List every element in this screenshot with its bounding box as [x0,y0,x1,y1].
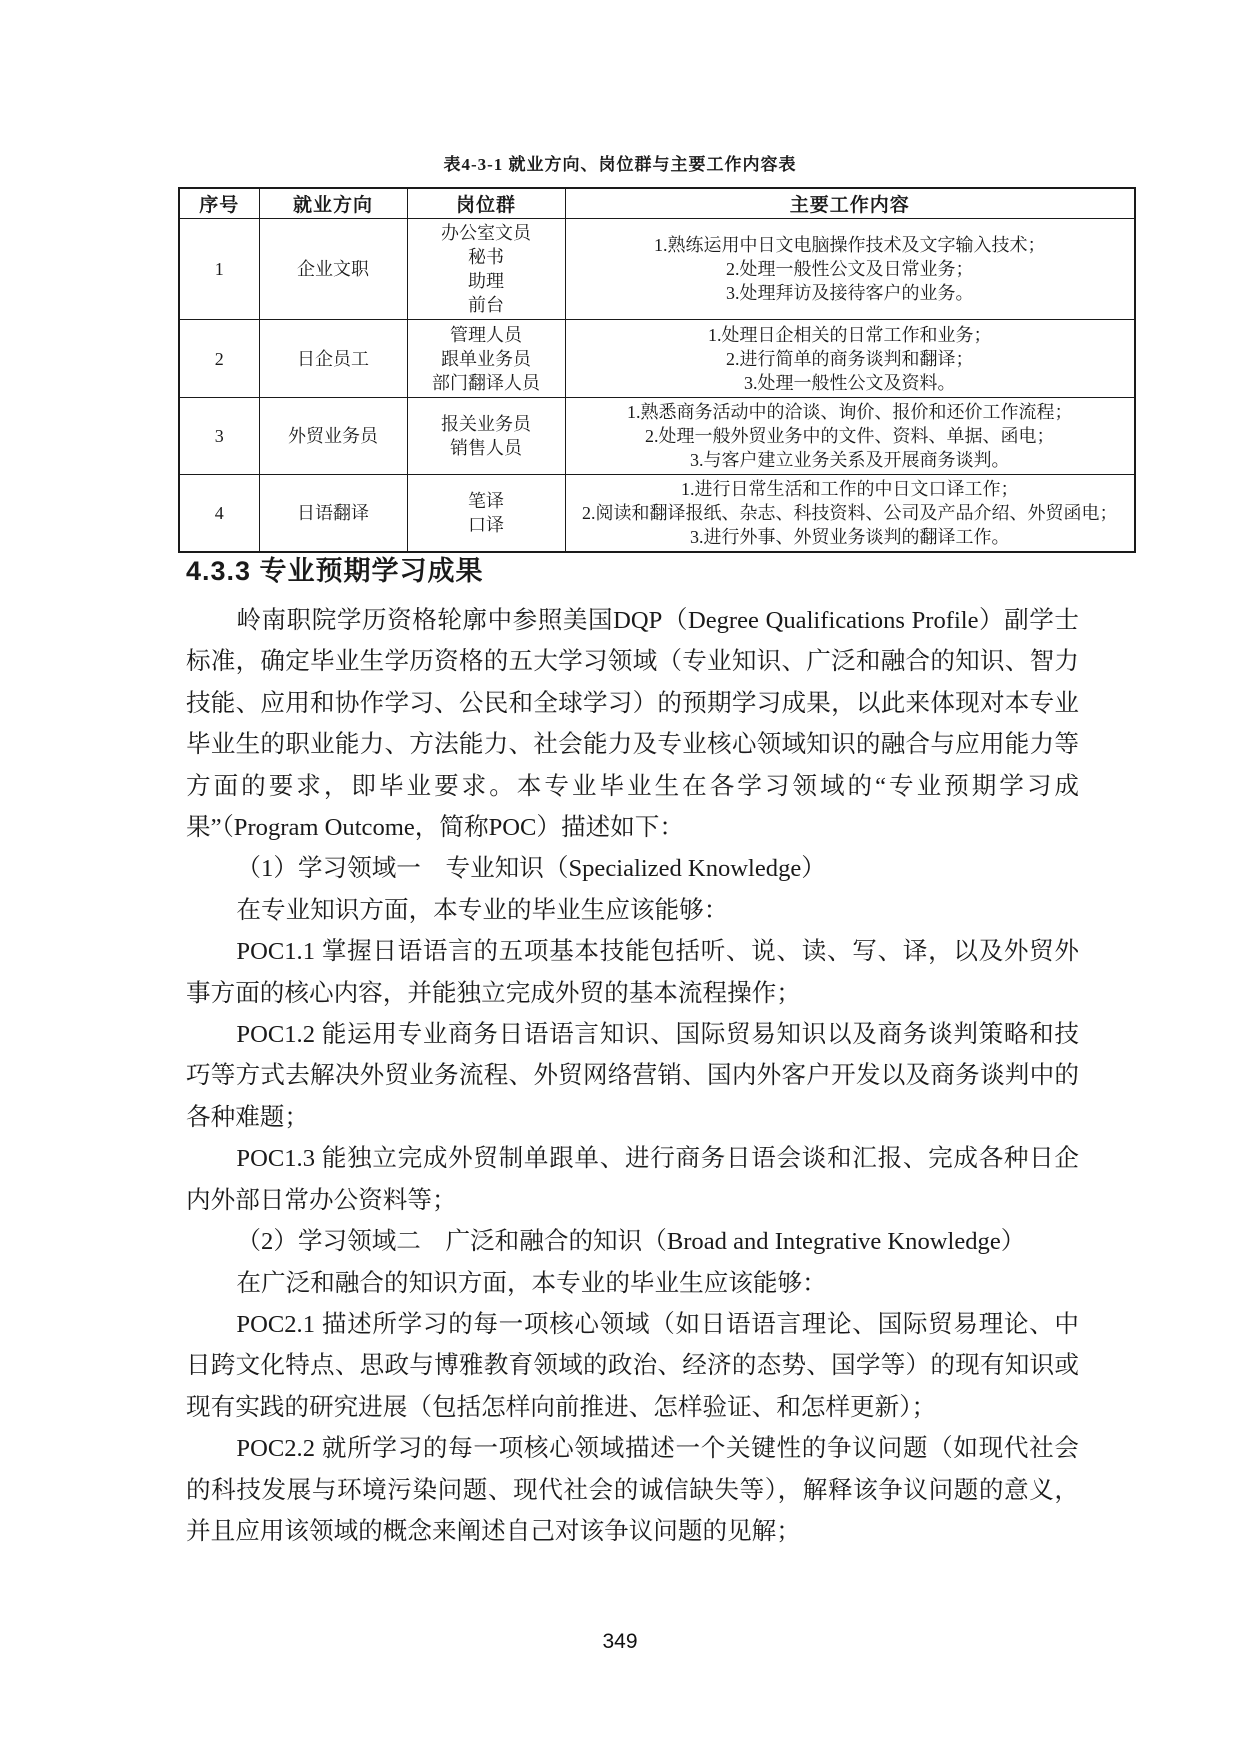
position-line: 笔译 [468,491,504,511]
position-line: 秘书 [468,247,504,267]
table-row [179,398,1135,475]
cell-employment-direction: 日企员工 [259,320,407,398]
position-line: 办公室文员 [441,223,531,243]
body-paragraph: 在广泛和融合的知识方面，本专业的毕业生应该能够： [236,1269,827,1297]
cell-employment-direction: 企业文职 [259,219,407,320]
column-header: 就业方向 [259,188,407,219]
column-header: 主要工作内容 [565,188,1135,219]
body-paragraph: POC2.1 描述所学习的每一项核心领域（如日语语言理论、国际贸易理论、中日跨文化特点、思政与博雅教育领域的政治、经济的态势、国学等）的现有知识或现有实践的研究进展（包括怎样向前推进、怎样验证、和怎样更新）； [186,1310,1079,1421]
column-header: 序号 [179,188,259,219]
duty-line: 1.熟悉商务活动中的洽谈、询价、报价和还价工作流程； [627,402,1073,422]
table-header-row [179,188,1135,219]
position-line: 跟单业务员 [441,348,531,369]
body-text-block [186,600,1079,1552]
column-header: 岗位群 [407,188,565,219]
table-row [179,320,1135,398]
body-paragraph: POC1.1 掌握日语语言的五项基本技能包括听、说、读、写、译，以及外贸外事方面的核心内容，并能独立完成外贸的基本流程操作； [186,938,1079,1007]
body-paragraph: 在专业知识方面，本专业的毕业生应该能够： [236,896,729,924]
page-number: 349 [602,1630,638,1653]
position-line: 部门翻译人员 [432,372,540,393]
cell-employment-direction: 外贸业务员 [259,398,407,475]
cell-position-group [407,475,565,553]
position-line: 销售人员 [450,438,522,458]
body-paragraph: POC2.2 就所学习的每一项核心领域描述一个关键性的争议问题（如现代社会的科技发展与环境污染问题、现代社会的诚信缺失等），解释该争议问题的意义，并且应用该领域的概念来阐述自己对该争议问题的见解； [186,1435,1079,1545]
table-row [179,475,1135,553]
cell-main-duties [565,320,1135,398]
duty-line: 3.处理拜访及接待客户的业务。 [726,283,974,303]
duty-line: 1.进行日常生活和工作的中日文口译工作； [681,479,1019,499]
cell-main-duties [565,475,1135,553]
table-caption: 表4-3-1 就业方向、岗位群与主要工作内容表 [443,155,797,174]
employment-table [178,187,1136,553]
cell-position-group [407,219,565,320]
cell-employment-direction: 日语翻译 [259,475,407,553]
body-paragraph: POC1.2 能运用专业商务日语语言知识、国际贸易知识以及商务谈判策略和技巧等方式去解决外贸业务流程、外贸网络营销、国内外客户开发以及商务谈判中的各种难题； [186,1021,1079,1131]
cell-serial-number: 4 [179,475,259,553]
cell-serial-number: 1 [179,219,259,320]
duty-line: 2.阅读和翻译报纸、杂志、科技资料、公司及产品介绍、外贸函电； [582,503,1118,523]
duty-line: 2.处理一般性公文及日常业务； [726,259,974,279]
duty-line: 2.处理一般外贸业务中的文件、资料、单据、函电； [645,426,1055,446]
position-line: 助理 [468,271,504,291]
duty-line: 2.进行简单的商务谈判和翻译； [726,348,974,369]
body-paragraph: （2）学习领域二 广泛和融合的知识（Broad and Integrative Knowledge） [236,1228,1026,1256]
duty-line: 3.进行外事、外贸业务谈判的翻译工作。 [690,527,1010,547]
position-line: 口译 [468,515,504,535]
position-line: 报关业务员 [441,414,531,434]
cell-serial-number: 2 [179,320,259,398]
cell-main-duties [565,219,1135,320]
body-paragraph: POC1.3 能独立完成外贸制单跟单、进行商务日语会谈和汇报、完成各种日企内外部日常办公资料等； [186,1145,1079,1214]
duty-line: 1.熟练运用中日文电脑操作技术及文字输入技术； [654,235,1046,255]
cell-position-group [407,398,565,475]
duty-line: 1.处理日企相关的日常工作和业务； [708,324,992,345]
position-line: 前台 [468,295,504,315]
table-row [179,219,1135,320]
section-heading: 4.3.3 专业预期学习成果 [186,556,484,586]
cell-main-duties [565,398,1135,475]
employment-table-body [179,219,1135,553]
duty-line: 3.与客户建立业务关系及开展商务谈判。 [690,450,1010,470]
cell-position-group [407,320,565,398]
cell-serial-number: 3 [179,398,259,475]
body-paragraph: （1）学习领域一 专业知识（Specialized Knowledge） [236,855,826,883]
body-paragraph: 岭南职院学历资格轮廓中参照美国DQP（Degree Qualifications Profile）副学士标准，确定毕业生学历资格的五大学习领域（专业知识、广泛和融合的知识、智力技能、应用和协作学习、公民和全球学习）的预期学习成果，以此来体现对本专业毕业生的职业能力、方法能力、社会能力及专业核心领域知识的融合与应用能力等方面的要求，即毕业要求。本专业毕业生在各学习领域的“专业预期学习成果”（Program Outcome，简称POC）描述如下： [186,607,1079,842]
duty-line: 3.处理一般性公文及资料。 [744,372,956,393]
position-line: 管理人员 [450,324,522,345]
